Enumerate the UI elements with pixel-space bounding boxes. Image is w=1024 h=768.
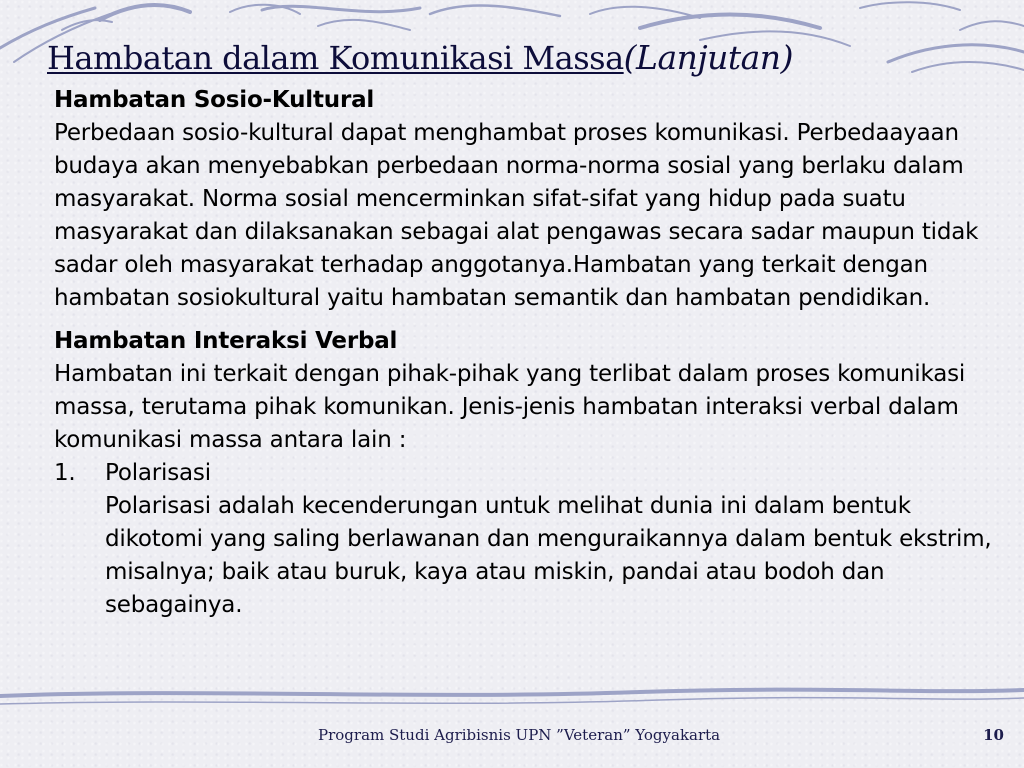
page-number: 10 [983,726,1004,744]
footer-text: Program Studi Agribisnis UPN ”Veteran” Yogyakarta [318,726,721,744]
slide-title-main: Hambatan dalam Komunikasi Massa [47,39,624,77]
slide-content [54,84,994,622]
list-item-description: Polarisasi adalah kecenderungan untuk melihat dunia ini dalam bentuk dikotomi yang saling berlawanan dan menguraikannya dalam bentuk ekstrim, misalnya; baik atau buruk, kaya atau miskin, pandai atau bodoh dan sebagainya. [105,493,992,618]
section-heading-interaksi-verbal: Hambatan Interaksi Verbal [54,328,398,354]
slide-title-sub: (Lanjutan) [623,38,793,77]
list-item-polarisasi [54,457,994,622]
section-spacer [54,315,994,325]
slide-title [47,38,793,77]
section-body-interaksi-verbal: Hambatan ini terkait dengan pihak-pihak yang terlibat dalam proses komunikasi massa, terutama pihak komunikan. Jenis-jenis hambatan interaksi verbal dalam komunikasi massa antara lain : [54,361,966,453]
section-heading-sosio-kultural: Hambatan Sosio-Kultural [54,87,375,113]
list-item-number: 1. [54,460,76,486]
list-item-title: Polarisasi [105,460,211,486]
section-body-sosio-kultural: Perbedaan sosio-kultural dapat menghambat proses komunikasi. Perbedaayaan budaya akan menyebabkan perbedaan norma-norma sosial yang berlaku dalam masyarakat. Norma sosial mencerminkan sifat-sifat yang hidup pada suatu masyarakat dan dilaksanakan sebagai alat pengawas secara sadar maupun tidak sadar oleh masyarakat terhadap anggotanya.Hambatan yang terkait dengan hambatan sosiokultural yaitu hambatan semantik dan hambatan pendidikan. [54,120,979,311]
